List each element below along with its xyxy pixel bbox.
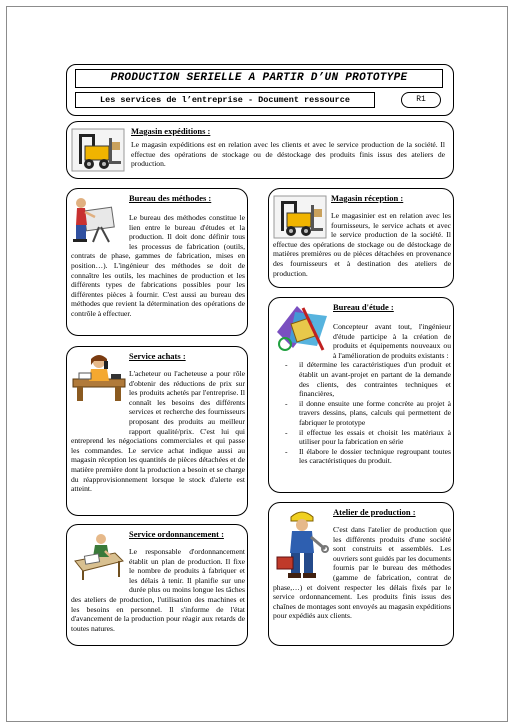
card-bureau-methodes [66, 188, 248, 336]
card-title: Bureau d'étude : [333, 302, 394, 312]
card-text-body: Le responsable d'ordonnancement établit un plan de production. Il fixe le nombre de produits à fabriquer et les délais à tenir. Il planifie sur une durée plus ou moins longue les tâches des ateliers de production, l'utilisation des machines et les besoins en personnel. Il s'informe de l'état d'avancement de la production pour réagir aux retards de toutes natures. [71, 547, 245, 633]
card-text-body: Le bureau des méthodes constitue le lien entre le bureau d'études et la production. Il doit donc définir tous les processus de fabrication (outils, contrats de phase, gammes de fabrication, mises en position…). L'ingénieur des méthodes se doit de connaître les outils, les machines de production et les différents types de fabrications possibles pour les différentes pièces à fournir. C'est aussi au bureau des méthodes que revient la détermination des opérations de contrôle à effectuer. [71, 213, 245, 318]
list-item: - il donne ensuite une forme concrète au projet à travers dessins, plans, calculs qui permettent de fabriquer le prototype [299, 399, 451, 428]
card-text [71, 369, 245, 494]
etude-task-list [273, 360, 451, 466]
card-text-body: C'est dans l'atelier de production que les différents produits d'une société sont construits et assemblés. Les ouvriers sont guidés par les documents fournis par le bureau des méthodes (gamme de fabrication, contrat de phase,…) et doivent respecter les délais fixés par le service ordonnancement. Les produits finis issus des chaînes de montages sont envoyés au magasin expéditions pour expédiés aux clients. [273, 525, 451, 621]
card-text [273, 525, 451, 621]
card-magasin-expeditions [66, 121, 454, 179]
card-text [71, 547, 245, 633]
list-item: - il détermine les caractéristiques d'un produit et établit un avant-projet en partant de la demande des clients, des contraintes techniques et financières, [299, 360, 451, 398]
forklift-icon [71, 128, 125, 172]
card-text-body: L'acheteur ou l'acheteuse a pour rôle d'obtenir des réductions de prix sur les produits achetés par l'entreprise. Il connaît les besoins des différents services et recherche des fournisseurs proposant des produits au meilleur rapport qualité/prix. C'est lui qui entreprend les négociations commerciales et qui passe les commandes. Le service achat indique aussi au magasin réception les quantités de pièces détachées et de matière première dont la production a besoin et se charge du réapprovisionnement lorsque le stock d'alerte est atteint. [71, 369, 245, 494]
document-header [66, 64, 454, 116]
card-title: Service ordonnancement : [129, 529, 224, 539]
list-item: - il effectue les essais et choisit les matériaux à utiliser pour la fabrication en série [299, 428, 451, 447]
card-title: Bureau des méthodes : [129, 193, 212, 203]
card-title: Atelier de production : [333, 507, 416, 517]
list-item: - Il élabore le dossier technique regroupant toutes les caractéristiques du produit. [299, 447, 451, 466]
card-title: Magasin expéditions : [131, 126, 211, 136]
card-magasin-reception [268, 188, 454, 288]
card-text [71, 213, 245, 319]
page-subtitle: Les services de l’entreprise - Document ressource [75, 92, 375, 108]
card-title: Service achats : [129, 351, 186, 361]
card-atelier-production [268, 502, 454, 646]
card-text-intro: Concepteur avant tout, l'ingénieur d'étude participe à la création de produits et équipements nouveaux ou à l'amélioration de produits existants : [333, 322, 451, 360]
card-text [273, 211, 451, 278]
document-reference: R1 [401, 92, 441, 108]
card-service-ordonnancement [66, 524, 248, 646]
card-service-achats [66, 346, 248, 516]
card-title: Magasin réception : [331, 193, 404, 203]
page-title: PRODUCTION SERIELLE A PARTIR D’UN PROTOTYPE [75, 69, 443, 88]
card-bureau-etude [268, 297, 454, 493]
card-text [273, 322, 451, 466]
card-text-body: Le magasinier est en relation avec les fournisseurs, le service achats et avec le service production de la société. Il effectue des opérations de stockage ou de déstockage de matières premières ou de pièces détachées en provenance des fournisseurs et à destination des ateliers de production. [273, 211, 451, 278]
card-text: Le magasin expéditions est en relation avec les clients et avec le service production de la société. Il effectue des opérations de stockage ou de déstockage des produits finis issus des ateliers de production. [131, 140, 445, 169]
